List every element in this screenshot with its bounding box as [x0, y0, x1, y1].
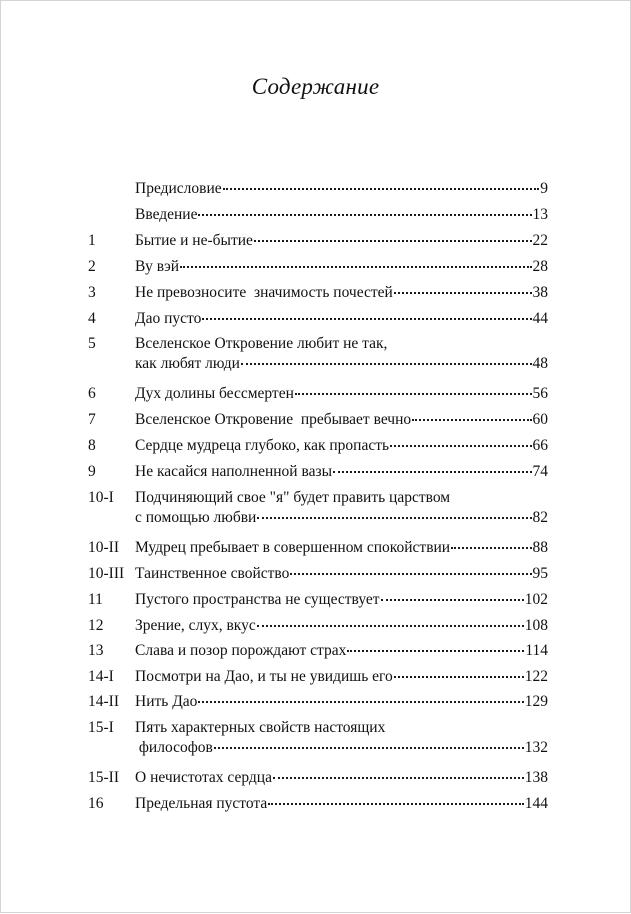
dot-leader [273, 777, 524, 779]
page-number: 38 [532, 284, 548, 301]
chapter-number: 12 [88, 617, 104, 634]
page-number: 132 [524, 739, 548, 756]
dot-leader [390, 445, 531, 447]
page-number: 22 [532, 232, 548, 249]
chapter-title-row [135, 768, 548, 788]
chapter-title: Не касайся наполненной вазы [135, 463, 333, 480]
chapter-number: 2 [88, 258, 96, 275]
chapter-title: Дух долины бессмертен [135, 385, 294, 402]
page-number: 13 [532, 206, 548, 223]
dot-leader [257, 517, 531, 519]
chapter-number: 10-III [88, 565, 125, 582]
chapter-title-row [135, 205, 548, 225]
chapter-title-row [135, 538, 548, 558]
chapter-title: Посмотри на Дао, и ты не увидишь его [135, 668, 393, 685]
page-number: 129 [524, 693, 548, 710]
chapter-number: 1 [88, 232, 96, 249]
page-number: 44 [532, 310, 548, 327]
chapter-number: 15-I [88, 719, 114, 736]
dot-leader [198, 701, 523, 703]
chapter-number: 7 [88, 411, 96, 428]
page-number: 138 [524, 769, 548, 786]
page-number: 108 [524, 617, 548, 634]
page-number: 95 [532, 565, 548, 582]
chapter-title: Вселенское Откровение пребывает вечно [135, 411, 412, 428]
chapter-number: 11 [88, 591, 103, 608]
chapter-number: 10-II [88, 539, 119, 556]
dot-leader [202, 318, 531, 320]
dot-leader [451, 547, 531, 549]
page-number: 9 [540, 180, 548, 197]
dot-leader [223, 188, 540, 190]
dot-leader [268, 803, 524, 805]
dot-leader [394, 676, 524, 678]
dot-leader [257, 625, 524, 627]
chapter-title: как любят люди [135, 355, 240, 372]
chapter-title-row [135, 354, 548, 374]
dot-leader [347, 650, 524, 652]
page-number: 144 [524, 795, 548, 812]
chapter-title: Таинственное свойство [135, 565, 290, 582]
chapter-title: Мудрец пребывает в совершенном спокойствии [135, 539, 451, 556]
chapter-title: с помощью любви [135, 509, 257, 526]
chapter-title-row [135, 667, 548, 687]
chapter-title-row [135, 436, 548, 456]
chapter-title-row [135, 738, 548, 758]
chapter-title: Предисловие [135, 180, 222, 197]
chapter-title: Предельная пустота [135, 795, 268, 812]
table-of-contents [1, 1, 631, 914]
chapter-title-row [135, 384, 548, 404]
page-number: 88 [532, 539, 548, 556]
chapter-title: Не превозносите значимость почестей [135, 284, 393, 301]
chapter-title: Бытие и не-бытие [135, 232, 253, 249]
chapter-title-line: Пять характерных свойств настоящих [135, 719, 386, 736]
chapter-title-row [135, 257, 548, 277]
dot-leader [241, 363, 532, 365]
chapter-title-row [135, 462, 548, 482]
dot-leader [290, 573, 531, 575]
chapter-number: 16 [88, 795, 104, 812]
chapter-title: Пустого пространства не существует [135, 591, 380, 608]
chapter-title-row [135, 641, 548, 661]
chapter-title-row [135, 231, 548, 251]
page-number: 60 [532, 411, 548, 428]
page-title: Содержание [251, 74, 380, 99]
dot-leader [295, 393, 532, 395]
chapter-title-row [135, 794, 548, 814]
dot-leader [214, 747, 524, 749]
chapter-title: Дао пусто [135, 310, 202, 327]
chapter-title: Нить Дао [135, 693, 198, 710]
page-number: 56 [532, 385, 548, 402]
chapter-number: 13 [88, 642, 104, 659]
chapter-number: 14-I [88, 668, 114, 685]
chapter-number: 8 [88, 437, 96, 454]
page-number: 48 [532, 355, 548, 372]
dot-leader [394, 292, 532, 294]
page-number: 114 [525, 642, 548, 659]
chapter-title-row [135, 179, 548, 199]
page-number: 122 [524, 668, 548, 685]
chapter-number: 4 [88, 310, 96, 327]
page-number: 102 [524, 591, 548, 608]
chapter-number: 3 [88, 284, 96, 301]
chapter-title-row [135, 508, 548, 528]
chapter-title: Ву вэй [135, 258, 180, 275]
chapter-title-row [135, 590, 548, 610]
chapter-number: 14-II [88, 693, 119, 710]
dot-leader [381, 599, 524, 601]
dot-leader [333, 471, 531, 473]
chapter-title-row [135, 283, 548, 303]
page-number: 28 [532, 258, 548, 275]
chapter-title-line: Вселенское Откровение любит не так, [135, 335, 388, 352]
chapter-title: Сердце мудреца глубоко, как пропасть [135, 437, 390, 454]
chapter-title-row [135, 309, 548, 329]
dot-leader [180, 266, 531, 268]
chapter-title: Слава и позор порождают страх [135, 642, 347, 659]
chapter-number: 15-II [88, 769, 119, 786]
chapter-title-row [135, 616, 548, 636]
chapter-title-row [135, 692, 548, 712]
chapter-title: Введение [135, 206, 198, 223]
page-number: 66 [532, 437, 548, 454]
chapter-title: философов [135, 739, 213, 756]
chapter-title-row [135, 564, 548, 584]
chapter-number: 6 [88, 385, 96, 402]
page-number: 82 [532, 509, 548, 526]
chapter-title: О нечистотах сердца [135, 769, 272, 786]
chapter-title-row [135, 410, 548, 430]
dot-leader [412, 419, 531, 421]
chapter-number: 9 [88, 463, 96, 480]
dot-leader [198, 214, 531, 216]
dot-leader [254, 240, 532, 242]
chapter-number: 10-I [88, 489, 114, 506]
chapter-title-line: Подчиняющий свое "я" будет править царством [135, 489, 451, 506]
chapter-number: 5 [88, 335, 96, 352]
page-number: 74 [532, 463, 548, 480]
chapter-title: Зрение, слух, вкус [135, 617, 256, 634]
